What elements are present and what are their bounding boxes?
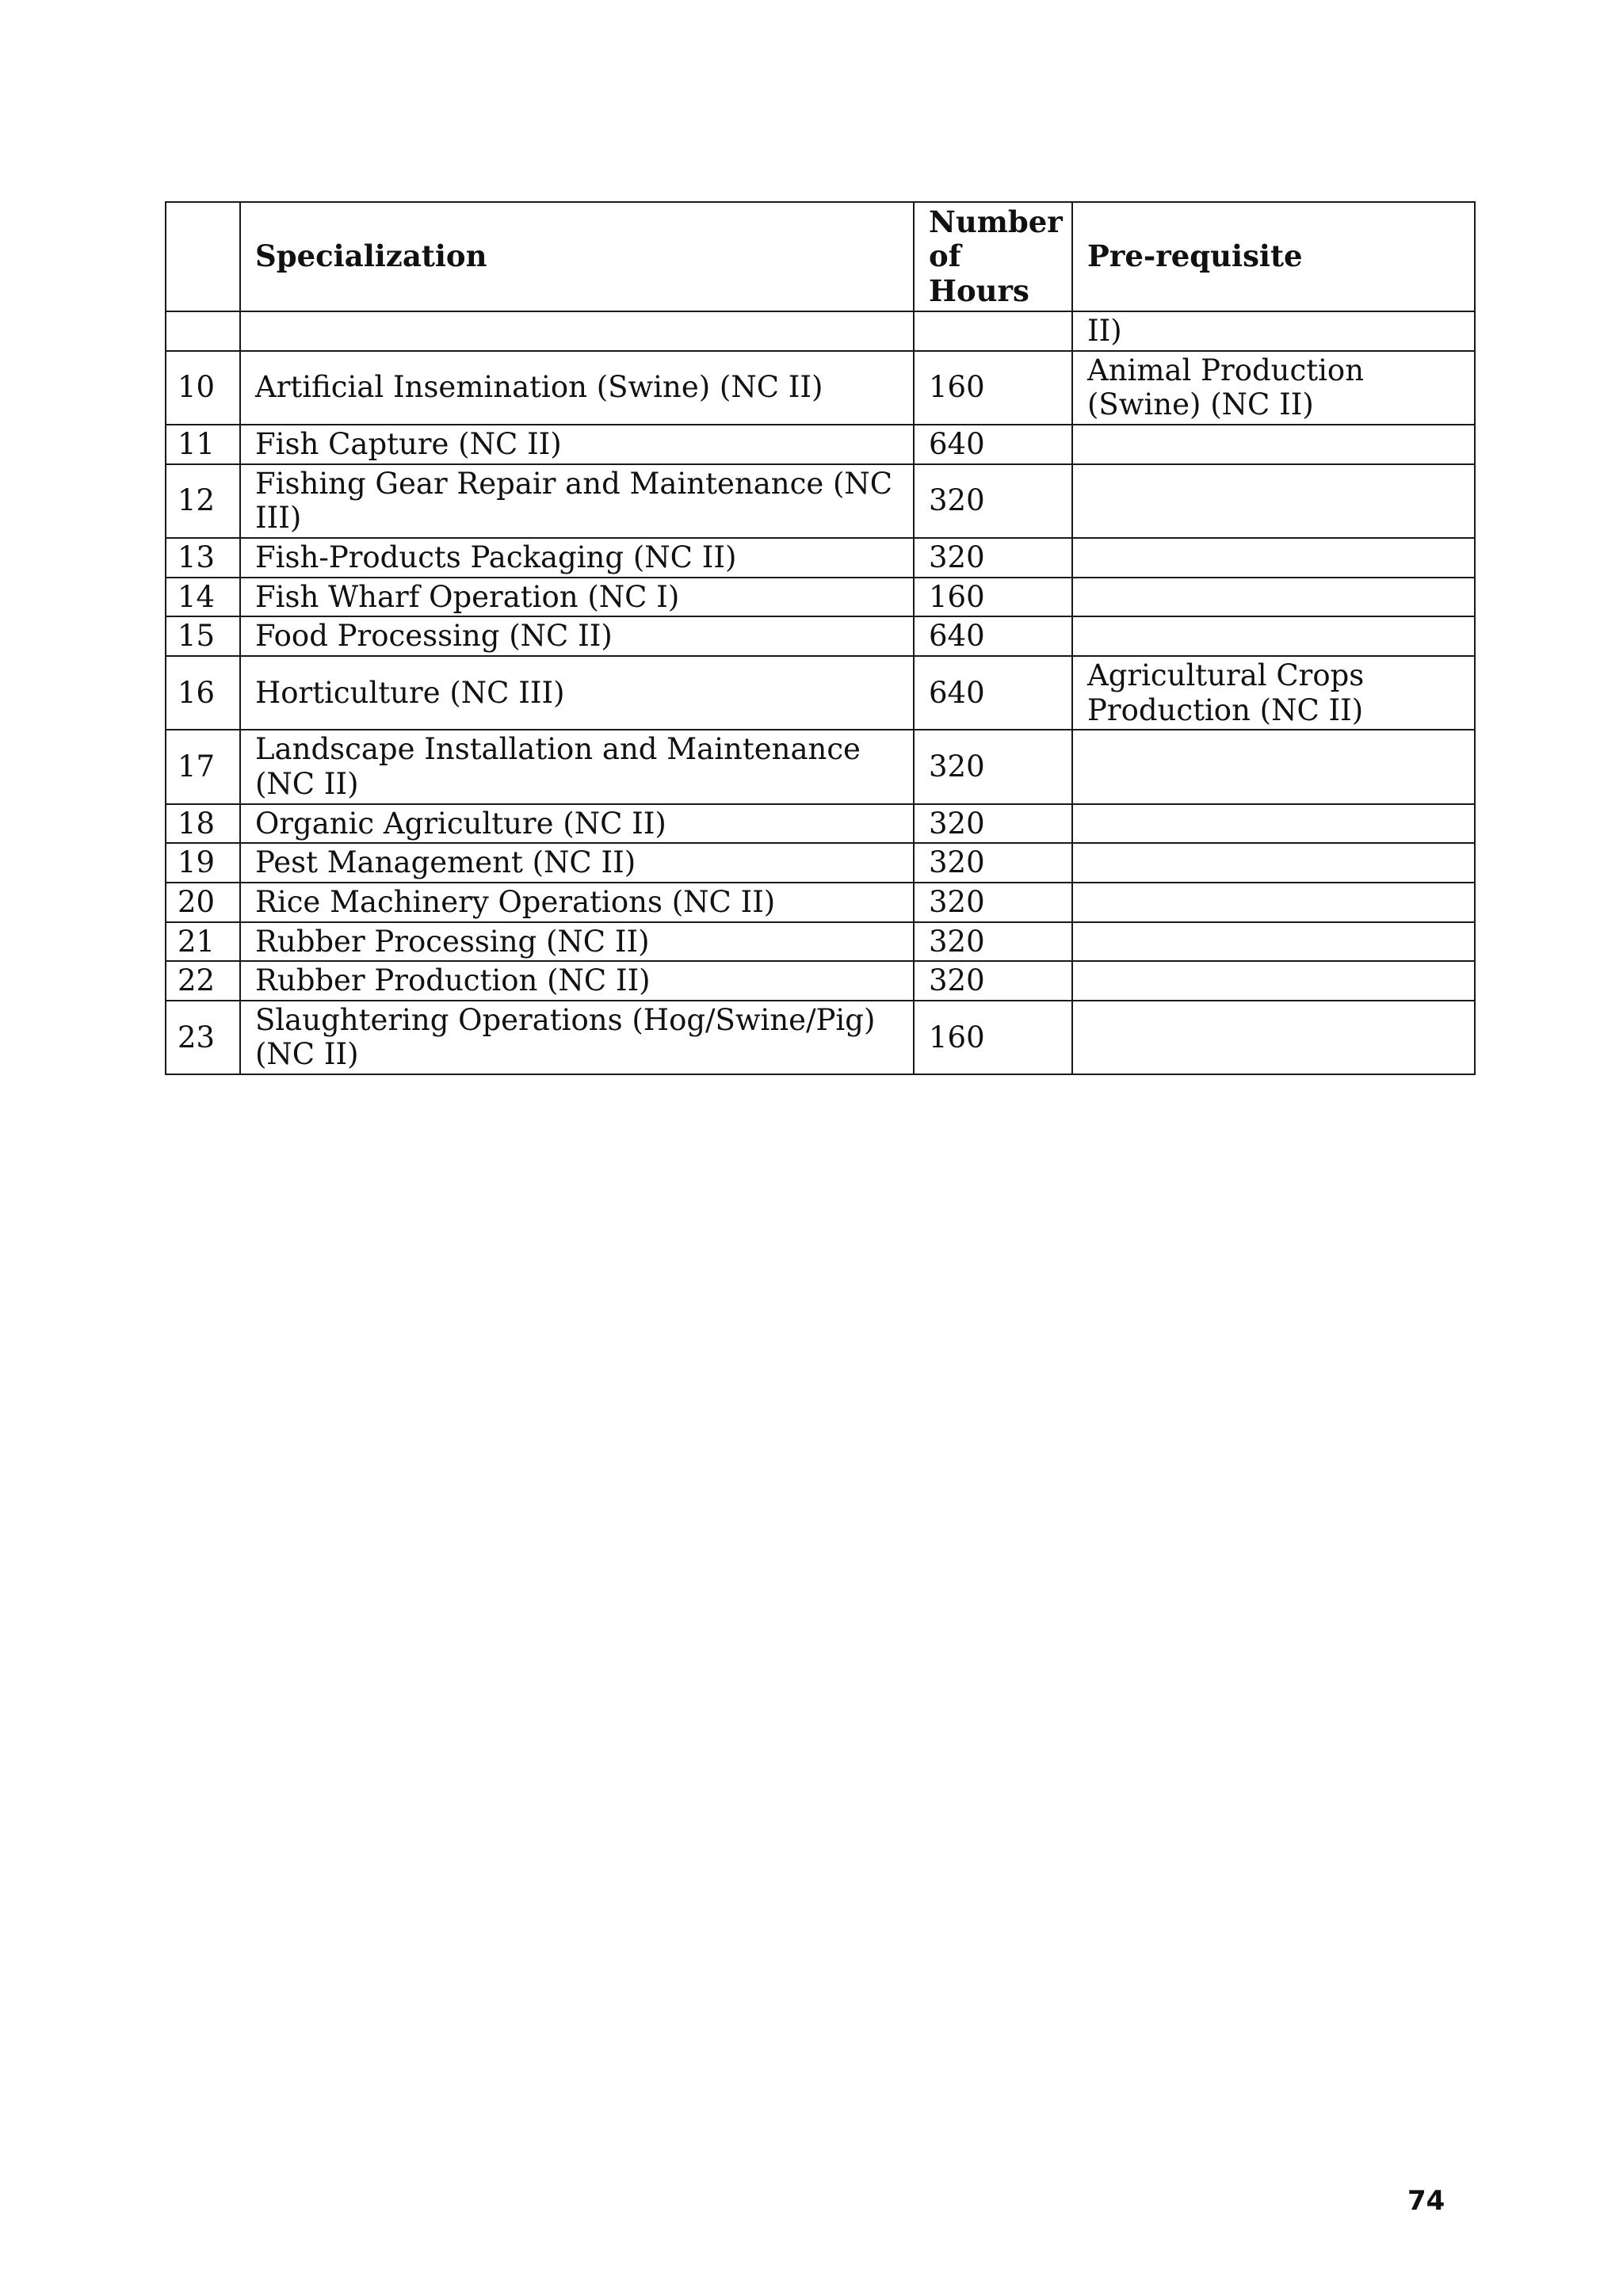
table-header-row <box>166 202 1475 311</box>
cell-hours: 640 <box>914 425 1072 464</box>
cell-num: 10 <box>166 351 240 425</box>
cell-num: 11 <box>166 425 240 464</box>
cell-prerequisite <box>1072 464 1475 538</box>
cell-specialization: Food Processing (NC II) <box>240 616 914 656</box>
header-hours: Number of Hours <box>914 202 1072 311</box>
cell-prerequisite <box>1072 804 1475 844</box>
header-specialization: Specialization <box>240 202 914 311</box>
cell-hours: 160 <box>914 578 1072 617</box>
cell-num: 16 <box>166 656 240 730</box>
table-row <box>166 425 1475 464</box>
header-prerequisite: Pre-requisite <box>1072 202 1475 311</box>
cell-specialization: Rubber Production (NC II) <box>240 961 914 1001</box>
cell-num: 21 <box>166 922 240 962</box>
cell-specialization: Horticulture (NC III) <box>240 656 914 730</box>
cell-prerequisite <box>1072 1001 1475 1074</box>
cell-prerequisite <box>1072 616 1475 656</box>
cell-specialization: Pest Management (NC II) <box>240 843 914 883</box>
table-row <box>166 843 1475 883</box>
cell-specialization: Slaughtering Operations (Hog/Swine/Pig) (NC II) <box>240 1001 914 1074</box>
cell-specialization: Fish Wharf Operation (NC I) <box>240 578 914 617</box>
cell-prerequisite <box>1072 538 1475 578</box>
cell-num: 20 <box>166 883 240 922</box>
cell-num <box>166 311 240 351</box>
cell-hours: 640 <box>914 616 1072 656</box>
cell-hours <box>914 311 1072 351</box>
cell-hours: 320 <box>914 843 1072 883</box>
cell-specialization: Artificial Insemination (Swine) (NC II) <box>240 351 914 425</box>
cell-prerequisite: Animal Production (Swine) (NC II) <box>1072 351 1475 425</box>
cell-prerequisite <box>1072 730 1475 803</box>
cell-hours: 320 <box>914 883 1072 922</box>
cell-specialization: Landscape Installation and Maintenance (NC II) <box>240 730 914 803</box>
cell-num: 23 <box>166 1001 240 1074</box>
cell-prerequisite <box>1072 922 1475 962</box>
table-row <box>166 578 1475 617</box>
page-number: 74 <box>1407 2185 1445 2217</box>
cell-specialization <box>240 311 914 351</box>
cell-hours: 320 <box>914 922 1072 962</box>
cell-specialization: Fishing Gear Repair and Maintenance (NC III) <box>240 464 914 538</box>
table-row <box>166 883 1475 922</box>
cell-hours: 320 <box>914 464 1072 538</box>
table-row <box>166 730 1475 803</box>
cell-prerequisite <box>1072 961 1475 1001</box>
cell-prerequisite <box>1072 883 1475 922</box>
table-row <box>166 922 1475 962</box>
cell-prerequisite <box>1072 578 1475 617</box>
cell-num: 13 <box>166 538 240 578</box>
cell-hours: 320 <box>914 538 1072 578</box>
header-num <box>166 202 240 311</box>
cell-num: 19 <box>166 843 240 883</box>
cell-hours: 160 <box>914 351 1072 425</box>
cell-hours: 160 <box>914 1001 1072 1074</box>
table-row <box>166 538 1475 578</box>
cell-prerequisite <box>1072 425 1475 464</box>
cell-num: 15 <box>166 616 240 656</box>
cell-specialization: Organic Agriculture (NC II) <box>240 804 914 844</box>
cell-specialization: Rice Machinery Operations (NC II) <box>240 883 914 922</box>
cell-specialization: Fish Capture (NC II) <box>240 425 914 464</box>
cell-prerequisite <box>1072 843 1475 883</box>
cell-prerequisite: Agricultural Crops Production (NC II) <box>1072 656 1475 730</box>
cell-num: 12 <box>166 464 240 538</box>
cell-hours: 640 <box>914 656 1072 730</box>
table-row <box>166 656 1475 730</box>
table-row <box>166 961 1475 1001</box>
cell-specialization: Rubber Processing (NC II) <box>240 922 914 962</box>
table-row <box>166 1001 1475 1074</box>
cell-num: 14 <box>166 578 240 617</box>
table-row <box>166 616 1475 656</box>
cell-specialization: Fish-Products Packaging (NC II) <box>240 538 914 578</box>
cell-hours: 320 <box>914 961 1072 1001</box>
specialization-table <box>165 201 1476 1075</box>
cell-num: 22 <box>166 961 240 1001</box>
cell-num: 18 <box>166 804 240 844</box>
continuation-row <box>166 311 1475 351</box>
table-row <box>166 464 1475 538</box>
cell-hours: 320 <box>914 804 1072 844</box>
cell-hours: 320 <box>914 730 1072 803</box>
cell-prerequisite: II) <box>1072 311 1475 351</box>
cell-num: 17 <box>166 730 240 803</box>
table-row <box>166 804 1475 844</box>
table-row <box>166 351 1475 425</box>
